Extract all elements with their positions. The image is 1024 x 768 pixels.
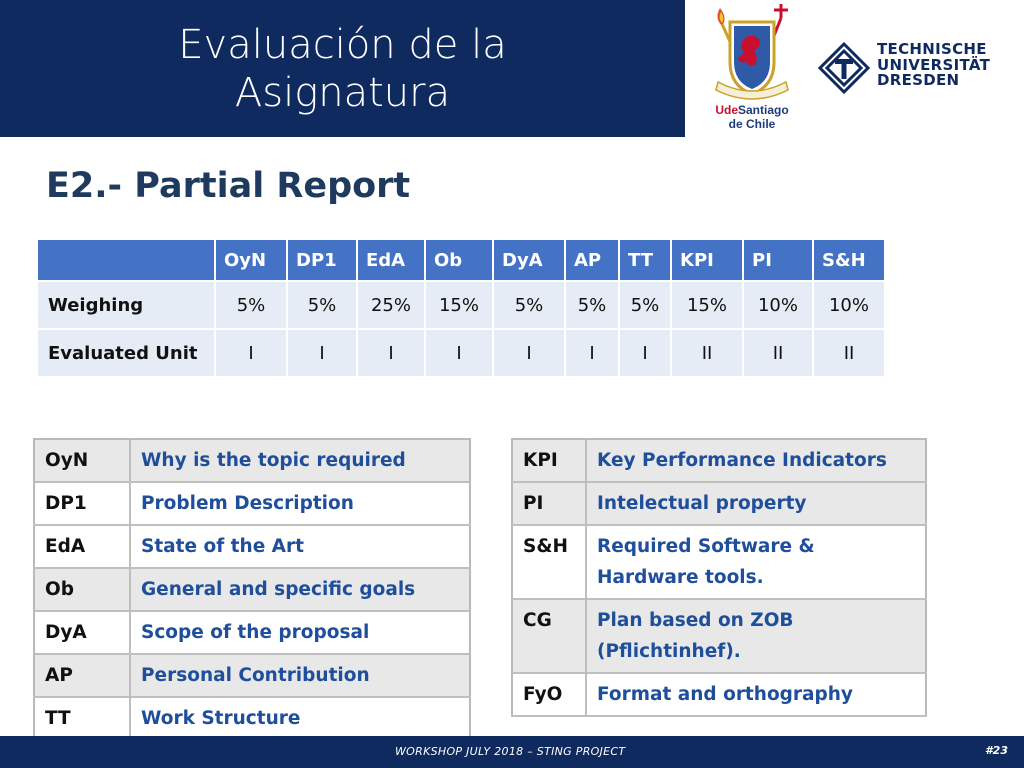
glossary-desc: Required Software & Hardware tools.	[586, 525, 926, 599]
slide-title: Evaluación de la Asignatura	[178, 21, 507, 116]
evaluated-unit-row	[38, 330, 884, 376]
section-heading: E2.- Partial Report	[46, 166, 411, 206]
glossary-row	[512, 525, 926, 599]
glossary-row	[34, 654, 470, 697]
column-header: DyA	[494, 240, 564, 280]
table-cell: I	[288, 330, 356, 376]
column-header: DP1	[288, 240, 356, 280]
table-cell: 10%	[814, 282, 884, 328]
weighing-row	[38, 282, 884, 328]
table-cell: 10%	[744, 282, 812, 328]
glossary-desc: Personal Contribution	[130, 654, 470, 697]
glossary-row	[34, 482, 470, 525]
column-header: OyN	[216, 240, 286, 280]
table-cell: I	[358, 330, 424, 376]
glossary-row	[512, 482, 926, 525]
column-header: TT	[620, 240, 670, 280]
table-cell: 5%	[288, 282, 356, 328]
column-header: S&H	[814, 240, 884, 280]
footer-bar	[0, 736, 1024, 768]
tu-dresden-logo	[818, 42, 870, 94]
glossary-desc: Why is the topic required	[130, 439, 470, 482]
table-cell: I	[216, 330, 286, 376]
table-cell: 15%	[672, 282, 742, 328]
glossary-desc: Scope of the proposal	[130, 611, 470, 654]
row-label: Evaluated Unit	[38, 330, 214, 376]
glossary-row	[34, 697, 470, 740]
column-header: EdA	[358, 240, 424, 280]
glossary-abbr: PI	[512, 482, 586, 525]
glossary-row	[34, 611, 470, 654]
glossary-row	[34, 568, 470, 611]
usach-logo-text: UdeSantiago de Chile	[715, 103, 789, 131]
tu-dresden-wordmark: TECHNISCHE UNIVERSITÄT DRESDEN	[877, 40, 991, 89]
table-cell: II	[814, 330, 884, 376]
glossary-abbr: DyA	[34, 611, 130, 654]
slide-number: #23	[985, 744, 1008, 757]
table-cell: I	[426, 330, 492, 376]
column-header: PI	[744, 240, 812, 280]
glossary-abbr: Ob	[34, 568, 130, 611]
weighting-header-row	[38, 240, 884, 280]
column-header: AP	[566, 240, 618, 280]
glossary-desc: Intelectual property	[586, 482, 926, 525]
table-cell: 15%	[426, 282, 492, 328]
glossary-abbr: FyO	[512, 673, 586, 716]
glossary-row	[512, 599, 926, 673]
row-label: Weighing	[38, 282, 214, 328]
table-cell: 5%	[620, 282, 670, 328]
glossary-abbr: KPI	[512, 439, 586, 482]
glossary-desc: Key Performance Indicators	[586, 439, 926, 482]
glossary-table-right	[511, 438, 927, 717]
column-header: Ob	[426, 240, 492, 280]
table-cell: II	[744, 330, 812, 376]
glossary-row	[34, 525, 470, 568]
table-cell: I	[620, 330, 670, 376]
title-banner	[0, 0, 685, 137]
glossary-abbr: S&H	[512, 525, 586, 599]
glossary-desc: General and specific goals	[130, 568, 470, 611]
glossary-abbr: OyN	[34, 439, 130, 482]
footer-text: WORKSHOP JULY 2018 – STING PROJECT	[395, 745, 626, 758]
glossary-abbr: AP	[34, 654, 130, 697]
glossary-desc: Format and orthography	[586, 673, 926, 716]
glossary-desc: Work Structure	[130, 697, 470, 740]
column-header: KPI	[672, 240, 742, 280]
table-cell: I	[566, 330, 618, 376]
glossary-table-left	[33, 438, 471, 741]
glossary-row	[512, 673, 926, 716]
table-cell: II	[672, 330, 742, 376]
glossary-desc: Plan based on ZOB (Pflichtinhef).	[586, 599, 926, 673]
glossary-abbr: TT	[34, 697, 130, 740]
glossary-abbr: DP1	[34, 482, 130, 525]
glossary-desc: State of the Art	[130, 525, 470, 568]
table-cell: 5%	[494, 282, 564, 328]
glossary-abbr: EdA	[34, 525, 130, 568]
table-cell: I	[494, 330, 564, 376]
table-cell: 25%	[358, 282, 424, 328]
glossary-abbr: CG	[512, 599, 586, 673]
glossary-row	[512, 439, 926, 482]
header-corner-cell	[38, 240, 214, 280]
table-cell: 5%	[566, 282, 618, 328]
table-cell: 5%	[216, 282, 286, 328]
weighting-table	[36, 238, 886, 378]
glossary-row	[34, 439, 470, 482]
glossary-desc: Problem Description	[130, 482, 470, 525]
